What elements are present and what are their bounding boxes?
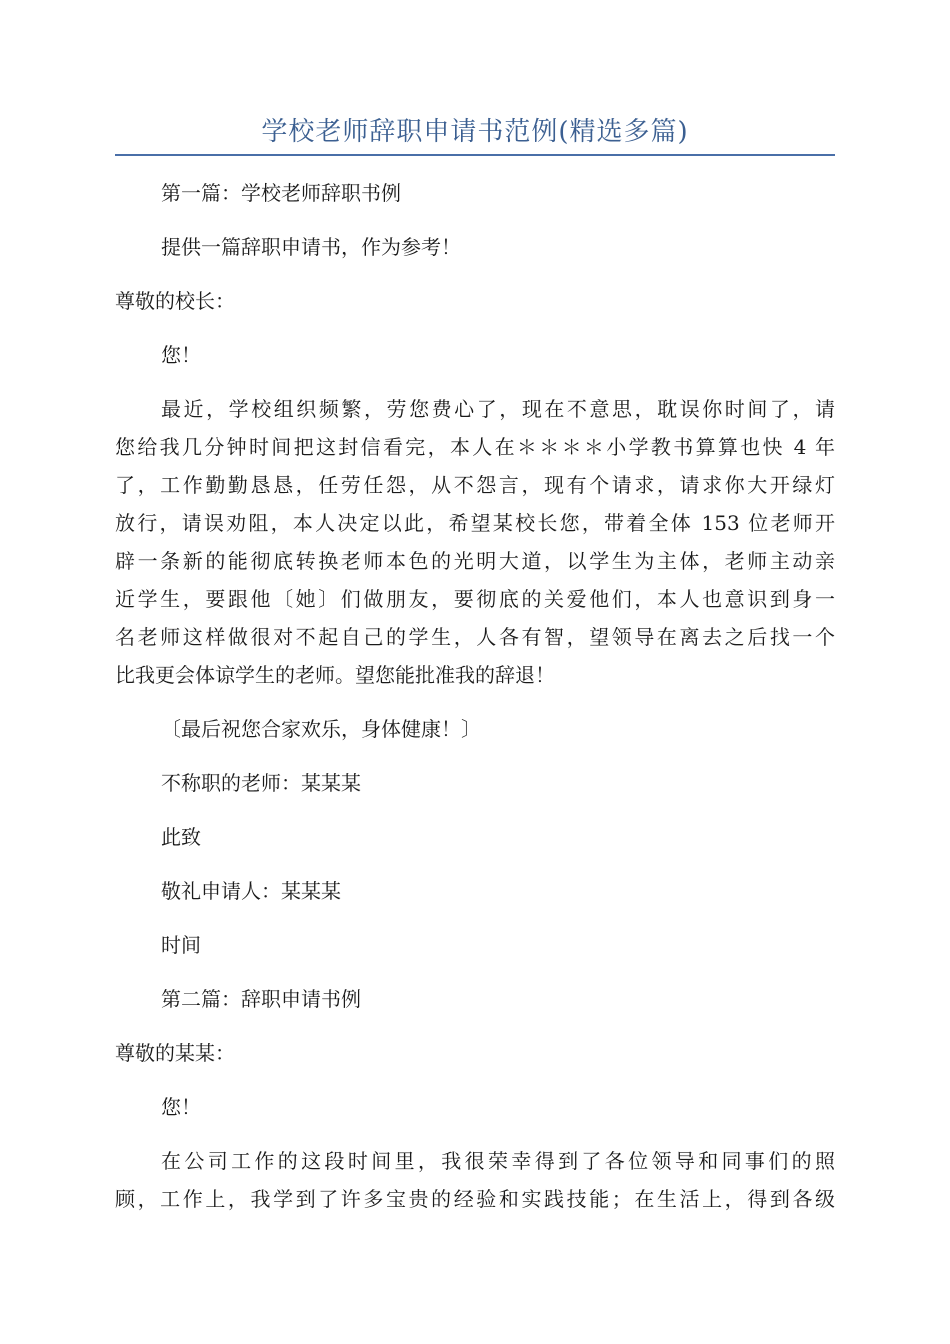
paragraph-line: 放行，请误劝阻，本人决定以此，希望某校长您，带着全体 153 位老师开 [115,511,835,535]
closing-wishes: 〔最后祝您合家欢乐，身体健康！〕 [161,717,481,741]
closing-phrase: 此致 [161,825,201,849]
paragraph-line: 近学生，要跟他〔她〕们做朋友，要彻底的关爱他们，本人也意识到身一 [115,587,835,611]
signature-applicant: 敬礼申请人：某某某 [161,879,341,903]
date-label: 时间 [161,933,201,957]
document-title: 学校老师辞职申请书范例(精选多篇) [261,117,689,147]
paragraph-line: 在公司工作的这段时间里，我很荣幸得到了各位领导和同事们的照 [161,1149,835,1173]
paragraph-line: 了，工作勤勤恳恳，任劳任怨，从不怨言，现有个请求，请求你大开绿灯 [115,473,835,497]
intro-line: 提供一篇辞职申请书，作为参考！ [161,235,461,259]
section-heading-1: 第一篇：学校老师辞职书例 [161,181,401,205]
document-body [115,174,835,1218]
body-paragraph-1 [115,390,835,694]
paragraph-line: 辟一条新的能彻底转换老师本色的光明大道，以学生为主体，老师主动亲 [115,549,835,573]
paragraph-line: 您给我几分钟时间把这封信看完，本人在＊＊＊＊小学教书算算也快 4 年 [115,435,835,459]
signature-teacher: 不称职的老师：某某某 [161,771,361,795]
section-heading-2: 第二篇：辞职申请书例 [161,987,361,1011]
salutation-2: 尊敬的某某： [115,1041,235,1065]
paragraph-line: 顾，工作上，我学到了许多宝贵的经验和实践技能；在生活上，得到各级 [115,1187,835,1211]
greeting-1: 您！ [161,343,201,367]
greeting-2: 您！ [161,1095,201,1119]
salutation-1: 尊敬的校长： [115,289,235,313]
body-paragraph-2 [115,1142,835,1218]
paragraph-line: 名老师这样做很对不起自己的学生，人各有智，望领导在离去之后找一个 [115,625,835,649]
title-underline [115,154,835,156]
paragraph-line: 最近，学校组织频繁，劳您费心了，现在不意思，耽误你时间了，请 [161,397,835,421]
paragraph-line: 比我更会体谅学生的老师。望您能批准我的辞退！ [115,663,555,687]
